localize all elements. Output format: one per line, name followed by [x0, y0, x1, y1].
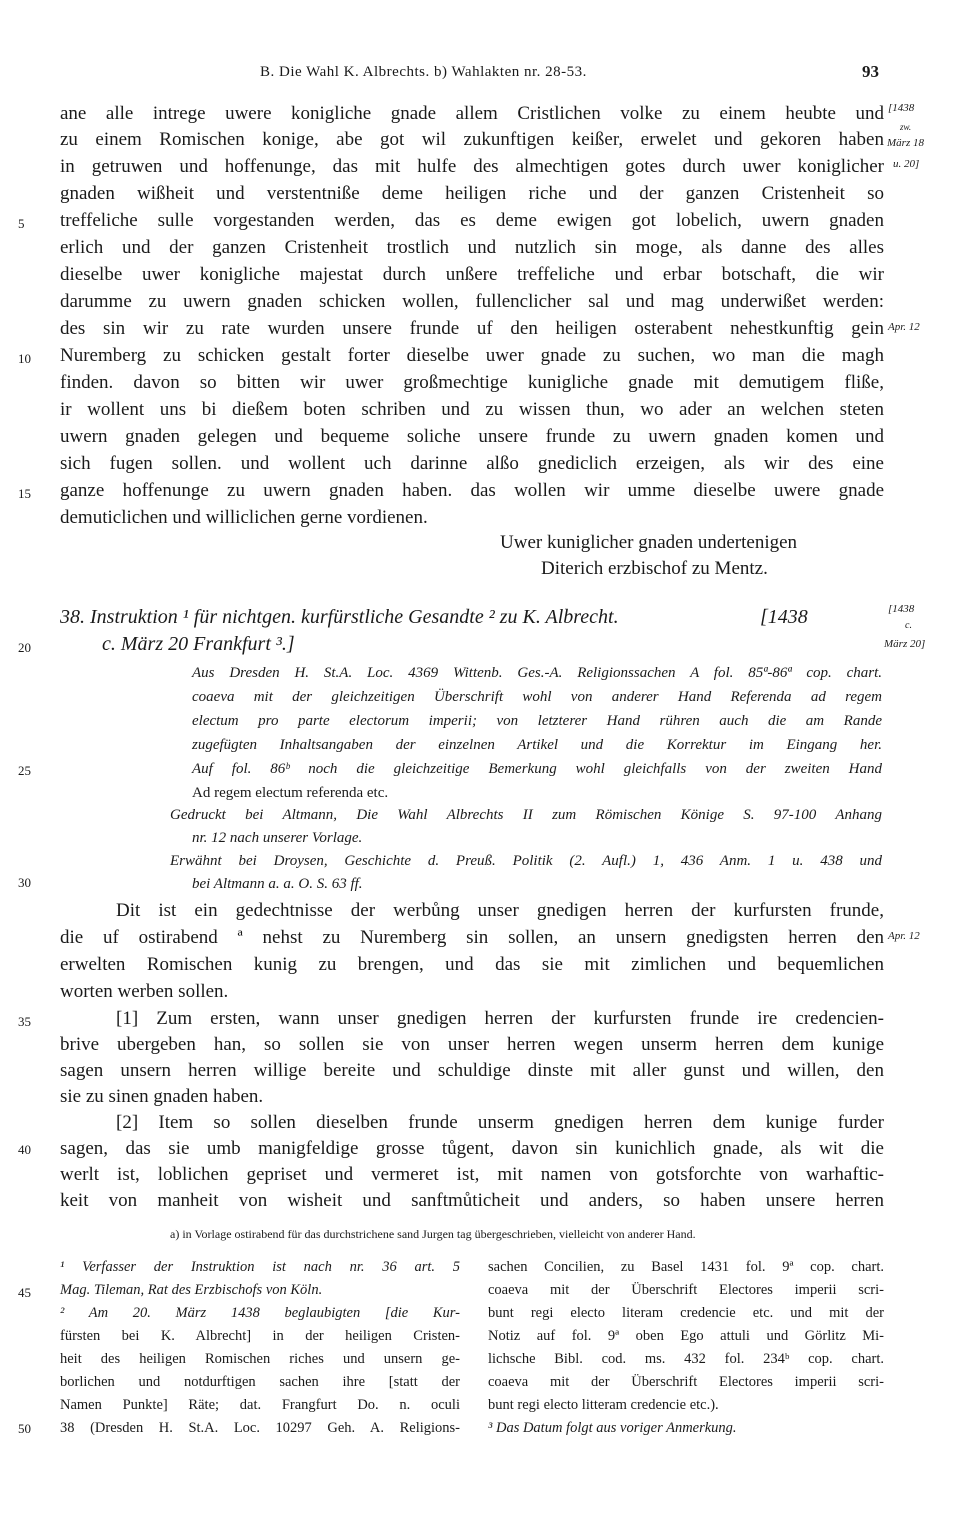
letter-line: sich fugen sollen. und wollent uch darinne alßo gnediclich erzeigen, als wir des eine — [60, 453, 884, 474]
letter-closing: Uwer kuniglicher gnaden undertenigen — [500, 532, 798, 553]
document-date: [1438 — [760, 606, 808, 628]
line-number: 30 — [18, 875, 31, 890]
letter-line: ir wollent uns bi dießem boten schriben und zu wissen thun, wo ader an welchen steten — [60, 399, 884, 420]
footnote-line: coaeva mit der Überschrift Electores imperii scri- — [488, 1374, 884, 1390]
letter-line: ganze hoffenunge zu uwern gnaden haben. das wollen wir umme dieselbe uwere gnade — [60, 480, 884, 501]
footnote-line: ³ Das Datum folgt aus voriger Anmerkung. — [488, 1420, 737, 1436]
margin-date-note: Apr. 12 — [888, 321, 920, 333]
line-number: 35 — [18, 1014, 31, 1029]
margin-date-note: März 20] — [884, 638, 926, 650]
source-line: Gedruckt bei Altmann, Die Wahl Albrechts II zum Römischen Könige S. 97-100 Anhang — [170, 807, 882, 823]
footnote-line: Mag. Tileman, Rat des Erzbischofs von Köln. — [60, 1282, 323, 1298]
letter-line: des sin wir zu rate wurden unsere frunde uf den heiligen osterabent nehestkunftig gein — [60, 318, 884, 339]
letter-line: demuticlichen und williclichen gerne vordienen. — [60, 507, 428, 528]
footnote-line: fürsten bei K. Albrecht] in der heiligen Cristen- — [60, 1328, 460, 1344]
footnote-line: sachen Concilien, zu Basel 1431 fol. 9ª cop. chart. — [488, 1259, 884, 1275]
body-line: die uf ostirabend ª nehst zu Nuremberg sin sollen, an unsern gnedigsten herren den — [60, 927, 884, 948]
letter-line: dieselbe uwer konigliche majestat durch unßere treffeliche und erbar botschaft, die wir — [60, 264, 884, 285]
footnote-line: heit des heiligen Romischen riches und unsern ge- — [60, 1351, 460, 1367]
body-line: [1] Zum ersten, wann unser gnedigen herren der kurfursten frunde ire credencien- — [116, 1008, 884, 1029]
margin-date-note: u. 20] — [893, 158, 920, 170]
margin-date-note: März 18 — [887, 137, 924, 149]
body-line: sagen unsern herren willige bereite und schuldige dinste mit aller gunst und willen, den — [60, 1060, 884, 1081]
footnote-line: bunt regi electo literam credencie etc. und mit der — [488, 1305, 884, 1321]
letter-line: darumme zu uwern gnaden schicken wollen, fullenclicher sal und mag underwißet werden: — [60, 291, 884, 312]
document-title-line2: c. März 20 Frankfurt ³.] — [102, 633, 295, 655]
body-line: [2] Item so sollen dieselben frunde unserm gnedigen herren dem kunige furder — [116, 1112, 884, 1133]
footnote-line: bunt regi electo litteram credencie etc.). — [488, 1397, 719, 1413]
source-line: Erwähnt bei Droysen, Geschichte d. Preuß. Politik (2. Aufl.) 1, 436 Anm. 1 u. 438 und — [170, 853, 882, 869]
letter-line: treffeliche sulle vorgestanden werden, das es deme ewigen got lobelich, uwern gnaden — [60, 210, 884, 231]
line-number: 40 — [18, 1142, 31, 1157]
footnote-line: ¹ Verfasser der Instruktion ist nach nr. 36 art. 5 — [60, 1259, 460, 1275]
letter-line: finden. davon so bitten wir uwer großmechtige kunigliche gnade mit demutigem fliße, — [60, 372, 884, 393]
footnote-line: borlichen und notdurftigen sachen ihre [statt der — [60, 1374, 460, 1390]
line-number: 50 — [18, 1421, 31, 1436]
source-line: coaeva mit der gleichzeitigen Überschrift wohl von anderer Hand Referenda ad regem — [192, 689, 882, 705]
line-number: 25 — [18, 763, 31, 778]
body-line: sagen, das sie umb manigfeldige grosse tůgent, davon sin kunichlich gnade, als wit die — [60, 1138, 884, 1159]
footnote-line: lichsche Bibl. cod. ms. 432 fol. 234ᵇ cop. chart. — [488, 1351, 884, 1367]
footnote-line: ² Am 20. März 1438 beglaubigten [die Kur- — [60, 1305, 460, 1321]
document-title-line1: 38. Instruktion ¹ für nichtgen. kurfürstliche Gesandte ² zu K. Albrecht. — [60, 606, 619, 628]
margin-date-note: zw. — [900, 122, 912, 132]
footnote-line: Notiz auf fol. 9ª oben Ego attuli und Görlitz Mi- — [488, 1328, 884, 1344]
body-line: brive ubergeben han, so sollen sie von unser herren wegen unserm herren dem kunige — [60, 1034, 884, 1055]
source-line: nr. 12 nach unserer Vorlage. — [192, 830, 363, 846]
margin-date-note: c. — [905, 620, 912, 631]
line-number: 10 — [18, 351, 31, 366]
source-line: bei Altmann a. a. O. S. 63 ff. — [192, 876, 363, 892]
letter-line: zu einem Romischen konige, abe got wil zukunftigen keißer, erwelet und gekoren haben — [60, 129, 884, 150]
letter-signature: Diterich erzbischof zu Mentz. — [541, 558, 768, 579]
line-number: 5 — [18, 216, 25, 231]
letter-line: gnaden wißheit und verstentniße deme heiligen riche und der ganzen Cristenheit so — [60, 183, 884, 204]
body-line: worten werben sollen. — [60, 981, 229, 1002]
line-number: 45 — [18, 1285, 31, 1300]
margin-date-note: [1438 — [888, 102, 915, 114]
letter-line: uwern gnaden gelegen und bequeme soliche unsere frunde zu uwern gnaden komen und — [60, 426, 884, 447]
running-header: B. Die Wahl K. Albrechts. b) Wahlakten nr. 28-53. — [260, 64, 587, 80]
line-number: 15 — [18, 486, 31, 501]
margin-date-note: Apr. 12 — [888, 930, 920, 942]
body-line: werlt ist, loblichen gepriset und vermeret ist, mit namen von gotsforchte von warhaftic- — [60, 1164, 884, 1185]
page-number: 93 — [862, 62, 879, 81]
footnote-line: 38 (Dresden H. St.A. Loc. 10297 Geh. A. Religions- — [60, 1420, 460, 1436]
margin-date-note: [1438 — [888, 603, 915, 615]
source-line: Aus Dresden H. St.A. Loc. 4369 Wittenb. Ges.-A. Religionssachen A fol. 85ª-86ª cop. chart. — [192, 665, 882, 681]
document-title — [60, 606, 619, 628]
line-number: 20 — [18, 640, 31, 655]
body-line: keit von manheit von wisheit und sanftmůticheit und anders, so haben unsere herren — [60, 1190, 884, 1211]
body-line: Dit ist ein gedechtnisse der werbůng unser gnedigen herren der kurfursten frunde, — [116, 900, 884, 921]
footnote-line: coaeva mit der Überschrift Electores imperii scri- — [488, 1282, 884, 1298]
body-line: erwelten Romischen kunig zu brengen, und das sie mit zimlichen und bequemlichen — [60, 954, 884, 975]
critical-apparatus: a) in Vorlage ostirabend für das durchstrichene sand Jurgen tag übergeschrieben, vielleicht von anderer Hand. — [170, 1227, 696, 1241]
letter-line: ane alle intrege uwere konigliche gnade allem Cristlichen volke zu einem heubte und — [60, 103, 884, 124]
source-line: zugefügten Inhaltsangaben der einzelnen Artikel und die Korrektur im Eingang her. — [192, 737, 882, 753]
letter-line: Nuremberg zu schicken gestalt forter dieselbe uwer gnade zu suchen, wo man die magh — [60, 345, 884, 366]
source-line: electum pro parte electorum imperii; von letzterer Hand rühren auch die am Rande — [192, 713, 882, 729]
footnote-line: Namen Punkte] Räte; dat. Frangfurt Do. n. oculi — [60, 1397, 460, 1413]
letter-line: erlich und der ganzen Cristenheit trostlich und nutzlich sin moge, als danne des alles — [60, 237, 884, 258]
body-line: sie zu sinen gnaden haben. — [60, 1086, 264, 1107]
letter-line: in getruwen und hoffenunge, das mit hulfe des almechtigen gotes durch uwer koniglicher — [60, 156, 884, 177]
source-line: Auf fol. 86ᵇ noch die gleichzeitige Bemerkung wohl gleichfalls von der zweiten Hand — [192, 761, 882, 777]
source-line: Ad regem electum referenda etc. — [192, 785, 389, 801]
